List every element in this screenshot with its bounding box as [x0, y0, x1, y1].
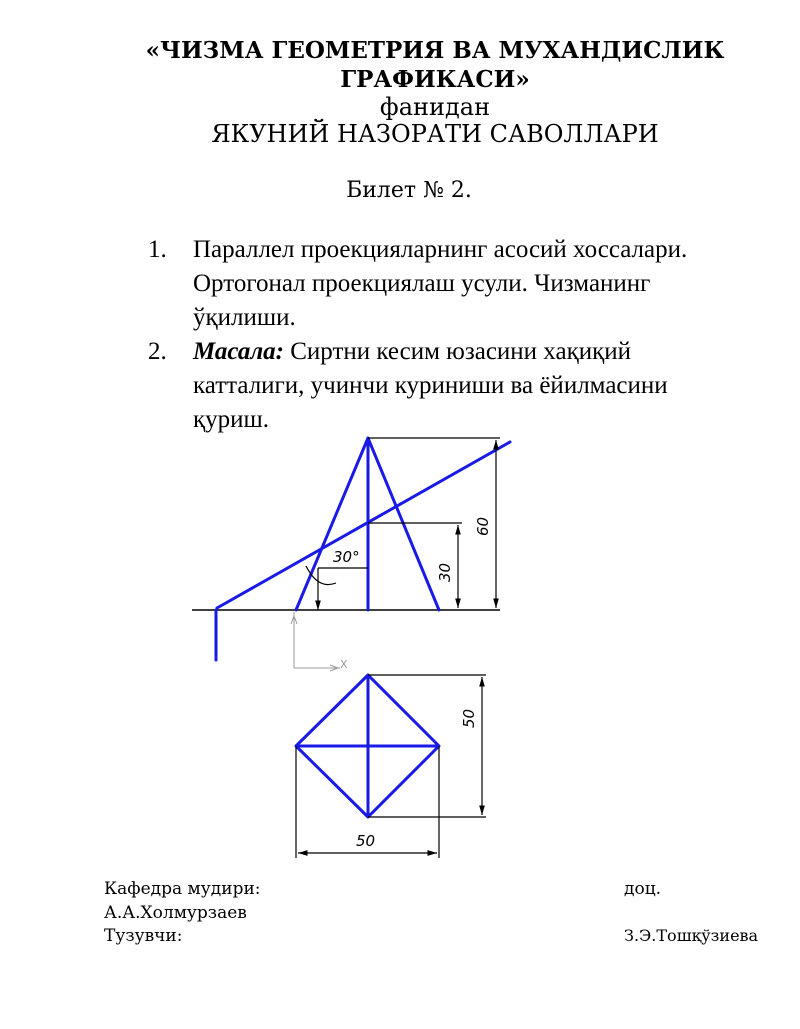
- title-line-1: «ЧИЗМА ГЕОМЕТРИЯ ВА МУХАНДИСЛИК: [145, 37, 725, 64]
- author-name: З.Э.Тошқўзиева: [624, 926, 759, 945]
- task-text: Сиртни кесим юзасини хақиқий катталиги, учинчи куриниши ва ёйилмасини қуриш.: [193, 338, 668, 433]
- page-heading: ЯКУНИЙ НАЗОРАТИ САВОЛЛАРИ: [211, 120, 659, 148]
- title-line-2: ГРАФИКАСИ»: [340, 66, 530, 93]
- front-view: [192, 438, 510, 660]
- task-label: Масала:: [193, 338, 284, 365]
- ticket-number: Билет № 2.: [346, 178, 472, 203]
- dimension-label-60: 60: [474, 516, 492, 536]
- author-label: Тузувчи:: [104, 926, 183, 946]
- question-text: Параллел проекцияларнинг асосий хоссалари. Ортогонал проекциялаш усули. Чизманинг ўқилиши.: [193, 236, 688, 331]
- dept-head-title: доц.: [624, 879, 662, 899]
- plan-view: [296, 675, 486, 858]
- dimension-label-30: 30: [436, 562, 454, 582]
- question-number: 2.: [148, 338, 167, 365]
- question-number: 1.: [148, 236, 167, 263]
- dimension-label-50-vertical: 50: [460, 708, 478, 728]
- subtitle: фанидан: [379, 93, 491, 121]
- axis-indicator: [291, 612, 340, 671]
- cutting-plane: [217, 442, 510, 608]
- axis-x-label: X: [340, 658, 348, 671]
- dept-head-label: Кафедра мудири:: [104, 879, 261, 899]
- angle-label: 30°: [333, 548, 360, 566]
- dept-head-name: А.А.Холмурзаев: [104, 903, 247, 923]
- dimension-label-50-horizontal: 50: [356, 832, 376, 850]
